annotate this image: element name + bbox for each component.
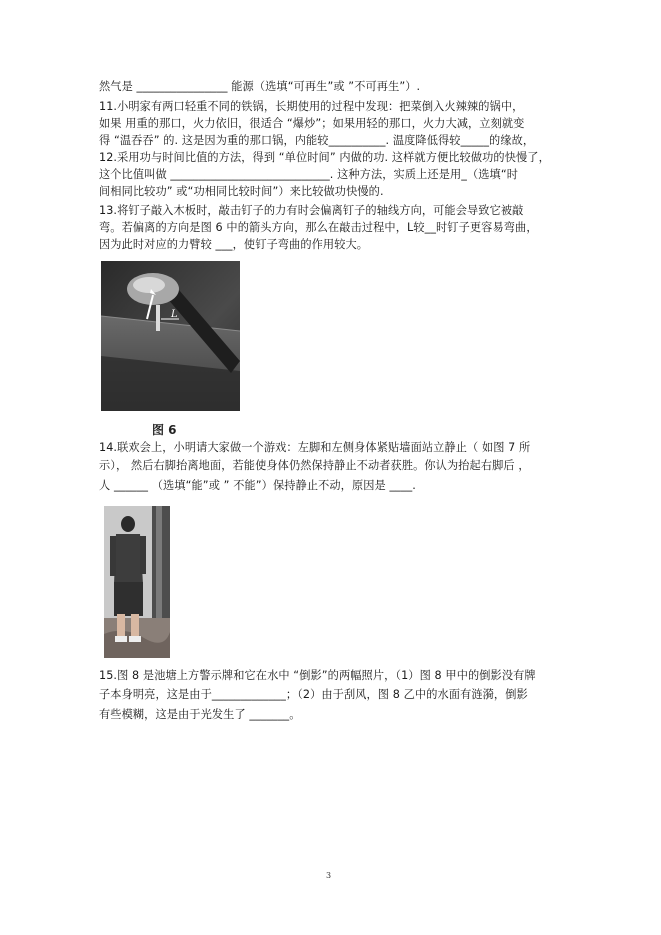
text-line: 如果 用重的那口，火力依旧，很适合 “爆炒”；如果用轻的那口，火力大减，立刻就变 [99, 117, 525, 130]
text-line: 14.联欢会上，小明请大家做一个游戏：左脚和左侧身体紧贴墙面站立静止（ 如图 7 所 [99, 441, 531, 454]
page-number: 3 [326, 871, 332, 880]
text-line: 得 “温吞吞” 的. 这是因为重的那口锅，内能较__________. 温度降低得较_____的缘故， [99, 134, 535, 147]
text-line: 15.图 8 是池塘上方警示牌和它在水中 “倒影”的两幅照片，（1）图 8 甲中的倒影没有牌 [99, 669, 536, 682]
figure-7-photo [104, 506, 170, 658]
text-line: 示）， 然后右脚抬离地面，若能使身体仍然保持静止不动者获胜。你认为抬起右脚后 ， [99, 459, 530, 472]
hammer-nail-illustration [101, 261, 240, 411]
text-line: 子本身明亮，这是由于_____________；（2）由于刮风，图 8 乙中的水面有涟漪，倒影 [99, 688, 528, 701]
text-line: 然气是 ________________ 能源（选填“可再生”或 ”不可再生”）. [99, 80, 421, 93]
text-line: 间相同比较功” 或“功相同比较时间”）来比较做功快慢的. [99, 185, 384, 198]
text-line: 有些模糊，这是由于光发生了 _______。 [99, 708, 301, 721]
text-line: 因为此时对应的力臂较 ___，使钉子弯曲的作用较大。 [99, 238, 369, 251]
figure-6-photo [101, 261, 240, 411]
text-line: 这个比值叫做 ____________________________. 这种方法，实质上还是用_（选填“时 [99, 168, 519, 181]
text-line: 人 ______ （选填“能”或 ” 不能”）保持静止不动，原因是 ____. [99, 479, 416, 492]
text-line: 12.采用功与时间比值的方法，得到 “单位时间” 内做的功. 这样就方便比较做功的快慢了， [99, 151, 550, 164]
figure-6-caption: 图 6 [152, 423, 177, 437]
text-line: 13.将钉子敲入木板时，敲击钉子的力有时会偏离钉子的轴线方向，可能会导致它被敲 [99, 204, 524, 217]
text-line: 11.小明家有两口轻重不同的铁锅，长期使用的过程中发现：把菜倒入火辣辣的锅中， [99, 100, 524, 113]
text-line: 弯。若偏离的方向是图 6 中的箭头方向，那么在敲击过程中，L较__时钉子更容易弯曲， [99, 221, 538, 234]
person-standing-illustration [104, 506, 170, 658]
figure-6-label-l: L [171, 309, 178, 320]
